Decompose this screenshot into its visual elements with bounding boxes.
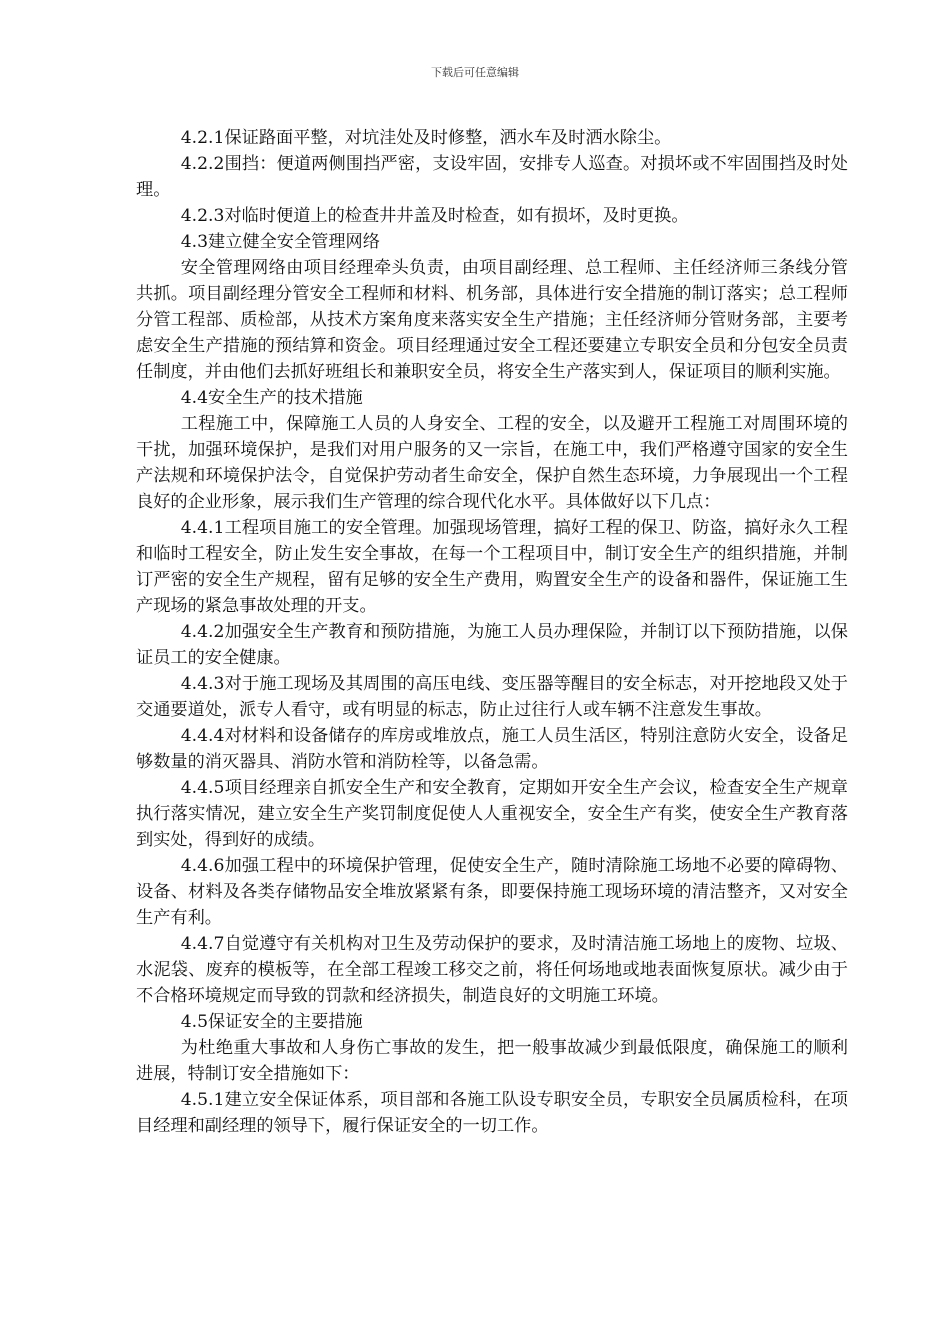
paragraph-4-2-3: 4.2.3对临时便道上的检查井井盖及时检查，如有损坏，及时更换。	[180, 206, 689, 226]
paragraph-4-2-2: 4.2.2围挡：便道两侧围挡严密，支设牢固，安排专人巡查。对损坏或不牢固围挡及时处理。	[136, 154, 848, 200]
document-body	[136, 125, 848, 1139]
section-heading-4-4: 4.4安全生产的技术措施	[180, 388, 363, 408]
paragraph-4-4-5: 4.4.5项目经理亲自抓安全生产和安全教育，定期如开安全生产会议，检查安全生产规章执行落实情况，建立安全生产奖罚制度促使人人重视安全，安全生产有奖，使安全生产教育落到实处，得到好的成绩。	[136, 778, 848, 850]
paragraph-4-5-1: 4.5.1建立安全保证体系，项目部和各施工队设专职安全员，专职安全员属质检科，在项目经理和副经理的领导下，履行保证安全的一切工作。	[136, 1090, 848, 1136]
page-header: 下载后可任意编辑	[431, 66, 519, 79]
paragraph-safety-network: 安全管理网络由项目经理牵头负责，由项目副经理、总工程师、主任经济师三条线分管共抓。项目副经理分管安全工程师和材料、机务部，具体进行安全措施的制订落实；总工程师分管工程部、质检部，从技术方案角度来落实安全生产措施；主任经济师分管财务部，主要考虑安全生产措施的预结算和资金。项目经理通过安全工程还要建立专职安全员和分包安全员责任制度，并由他们去抓好班组长和兼职安全员，将安全生产落实到人，保证项目的顺利实施。	[136, 258, 848, 382]
section-heading-4-5: 4.5保证安全的主要措施	[180, 1012, 363, 1032]
paragraph-technical-measures: 工程施工中，保障施工人员的人身安全、工程的安全，以及避开工程施工对周围环境的干扰，加强环境保护，是我们对用户服务的又一宗旨，在施工中，我们严格遵守国家的安全生产法规和环境保护法令，自觉保护劳动者生命安全，保护自然生态环境，力争展现出一个工程良好的企业形象，展示我们生产管理的综合现代化水平。具体做好以下几点：	[136, 414, 848, 512]
paragraph-4-4-2: 4.4.2加强安全生产教育和预防措施，为施工人员办理保险，并制订以下预防措施，以保证员工的安全健康。	[136, 622, 848, 668]
paragraph-main-measures: 为杜绝重大事故和人身伤亡事故的发生，把一般事故减少到最低限度，确保施工的顺利进展，特制订安全措施如下：	[136, 1038, 848, 1084]
paragraph-4-4-1: 4.4.1工程项目施工的安全管理。加强现场管理，搞好工程的保卫、防盗，搞好永久工程和临时工程安全，防止发生安全事故，在每一个工程项目中，制订安全生产的组织措施，并制订严密的安全生产规程，留有足够的安全生产费用，购置安全生产的设备和器件，保证施工生产现场的紧急事故处理的开支。	[136, 518, 848, 616]
paragraph-4-4-7: 4.4.7自觉遵守有关机构对卫生及劳动保护的要求，及时清洁施工场地上的废物、垃圾、水泥袋、废弃的模板等，在全部工程竣工移交之前，将任何场地或地表面恢复原状。减少由于不合格环境规定而导致的罚款和经济损失，制造良好的文明施工环境。	[136, 934, 848, 1006]
paragraph-4-4-3: 4.4.3对于施工现场及其周围的高压电线、变压器等醒目的安全标志，对开挖地段又处于交通要道处，派专人看守，或有明显的标志，防止过往行人或车辆不注意发生事故。	[136, 674, 848, 720]
paragraph-4-4-4: 4.4.4对材料和设备储存的库房或堆放点，施工人员生活区，特别注意防火安全，设备足够数量的消灭器具、消防水管和消防栓等，以备急需。	[136, 726, 848, 772]
paragraph-4-4-6: 4.4.6加强工程中的环境保护管理，促使安全生产，随时清除施工场地不必要的障碍物、设备、材料及各类存储物品安全堆放紧紧有条，即要保持施工现场环境的清洁整齐，又对安全生产有利。	[136, 856, 848, 928]
paragraph-4-2-1: 4.2.1保证路面平整，对坑洼处及时修整，洒水车及时洒水除尘。	[180, 128, 672, 148]
section-heading-4-3: 4.3建立健全安全管理网络	[180, 232, 380, 252]
